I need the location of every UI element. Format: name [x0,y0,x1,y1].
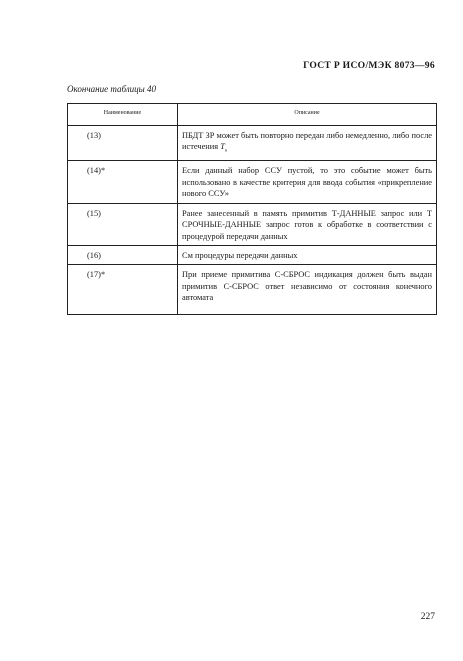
table-header-row [68,104,437,126]
row-description: Ранее занесенный в память примитив Т-ДАННЫЕ запрос или Т СРОЧНЫЕ-ДАННЫЕ запрос готов к обработке в соответствии с процедурой передачи данных [178,203,437,245]
table-row [68,203,437,245]
row-name: (13) [68,126,178,161]
column-header-description: Описание [178,104,437,126]
table-row [68,161,437,203]
row-description: Если данный набор ССУ пустой, то это событие может быть использовано в качестве критерия для ввода события «прикрепление нового ССУ» [178,161,437,203]
row-name: (17)* [68,265,178,315]
row-description-text: ПБДТ ЗР может быть повторно передан либо немедленно, либо после истечения [182,131,432,152]
row-description [178,126,437,161]
timer-symbol: T [220,142,225,152]
row-description: См процедуры передачи данных [178,245,437,264]
row-name: (15) [68,203,178,245]
row-name: (14)* [68,161,178,203]
row-description: При приеме примитива С-СБРОС индикация должен быть выдан примитив С-СБРОС ответ независимо от состояния конечного автомата [178,265,437,315]
description-table [67,103,437,315]
table-caption: Окончание таблицы 40 [67,84,157,94]
standard-header: ГОСТ Р ИСО/МЭК 8073—96 [303,60,435,71]
timer-subscript: s [224,148,228,155]
row-name: (16) [68,245,178,264]
table-row [68,126,437,161]
page-number: 227 [420,612,435,622]
table-row [68,265,437,315]
column-header-name: Наименование [68,104,178,126]
table-row [68,245,437,264]
